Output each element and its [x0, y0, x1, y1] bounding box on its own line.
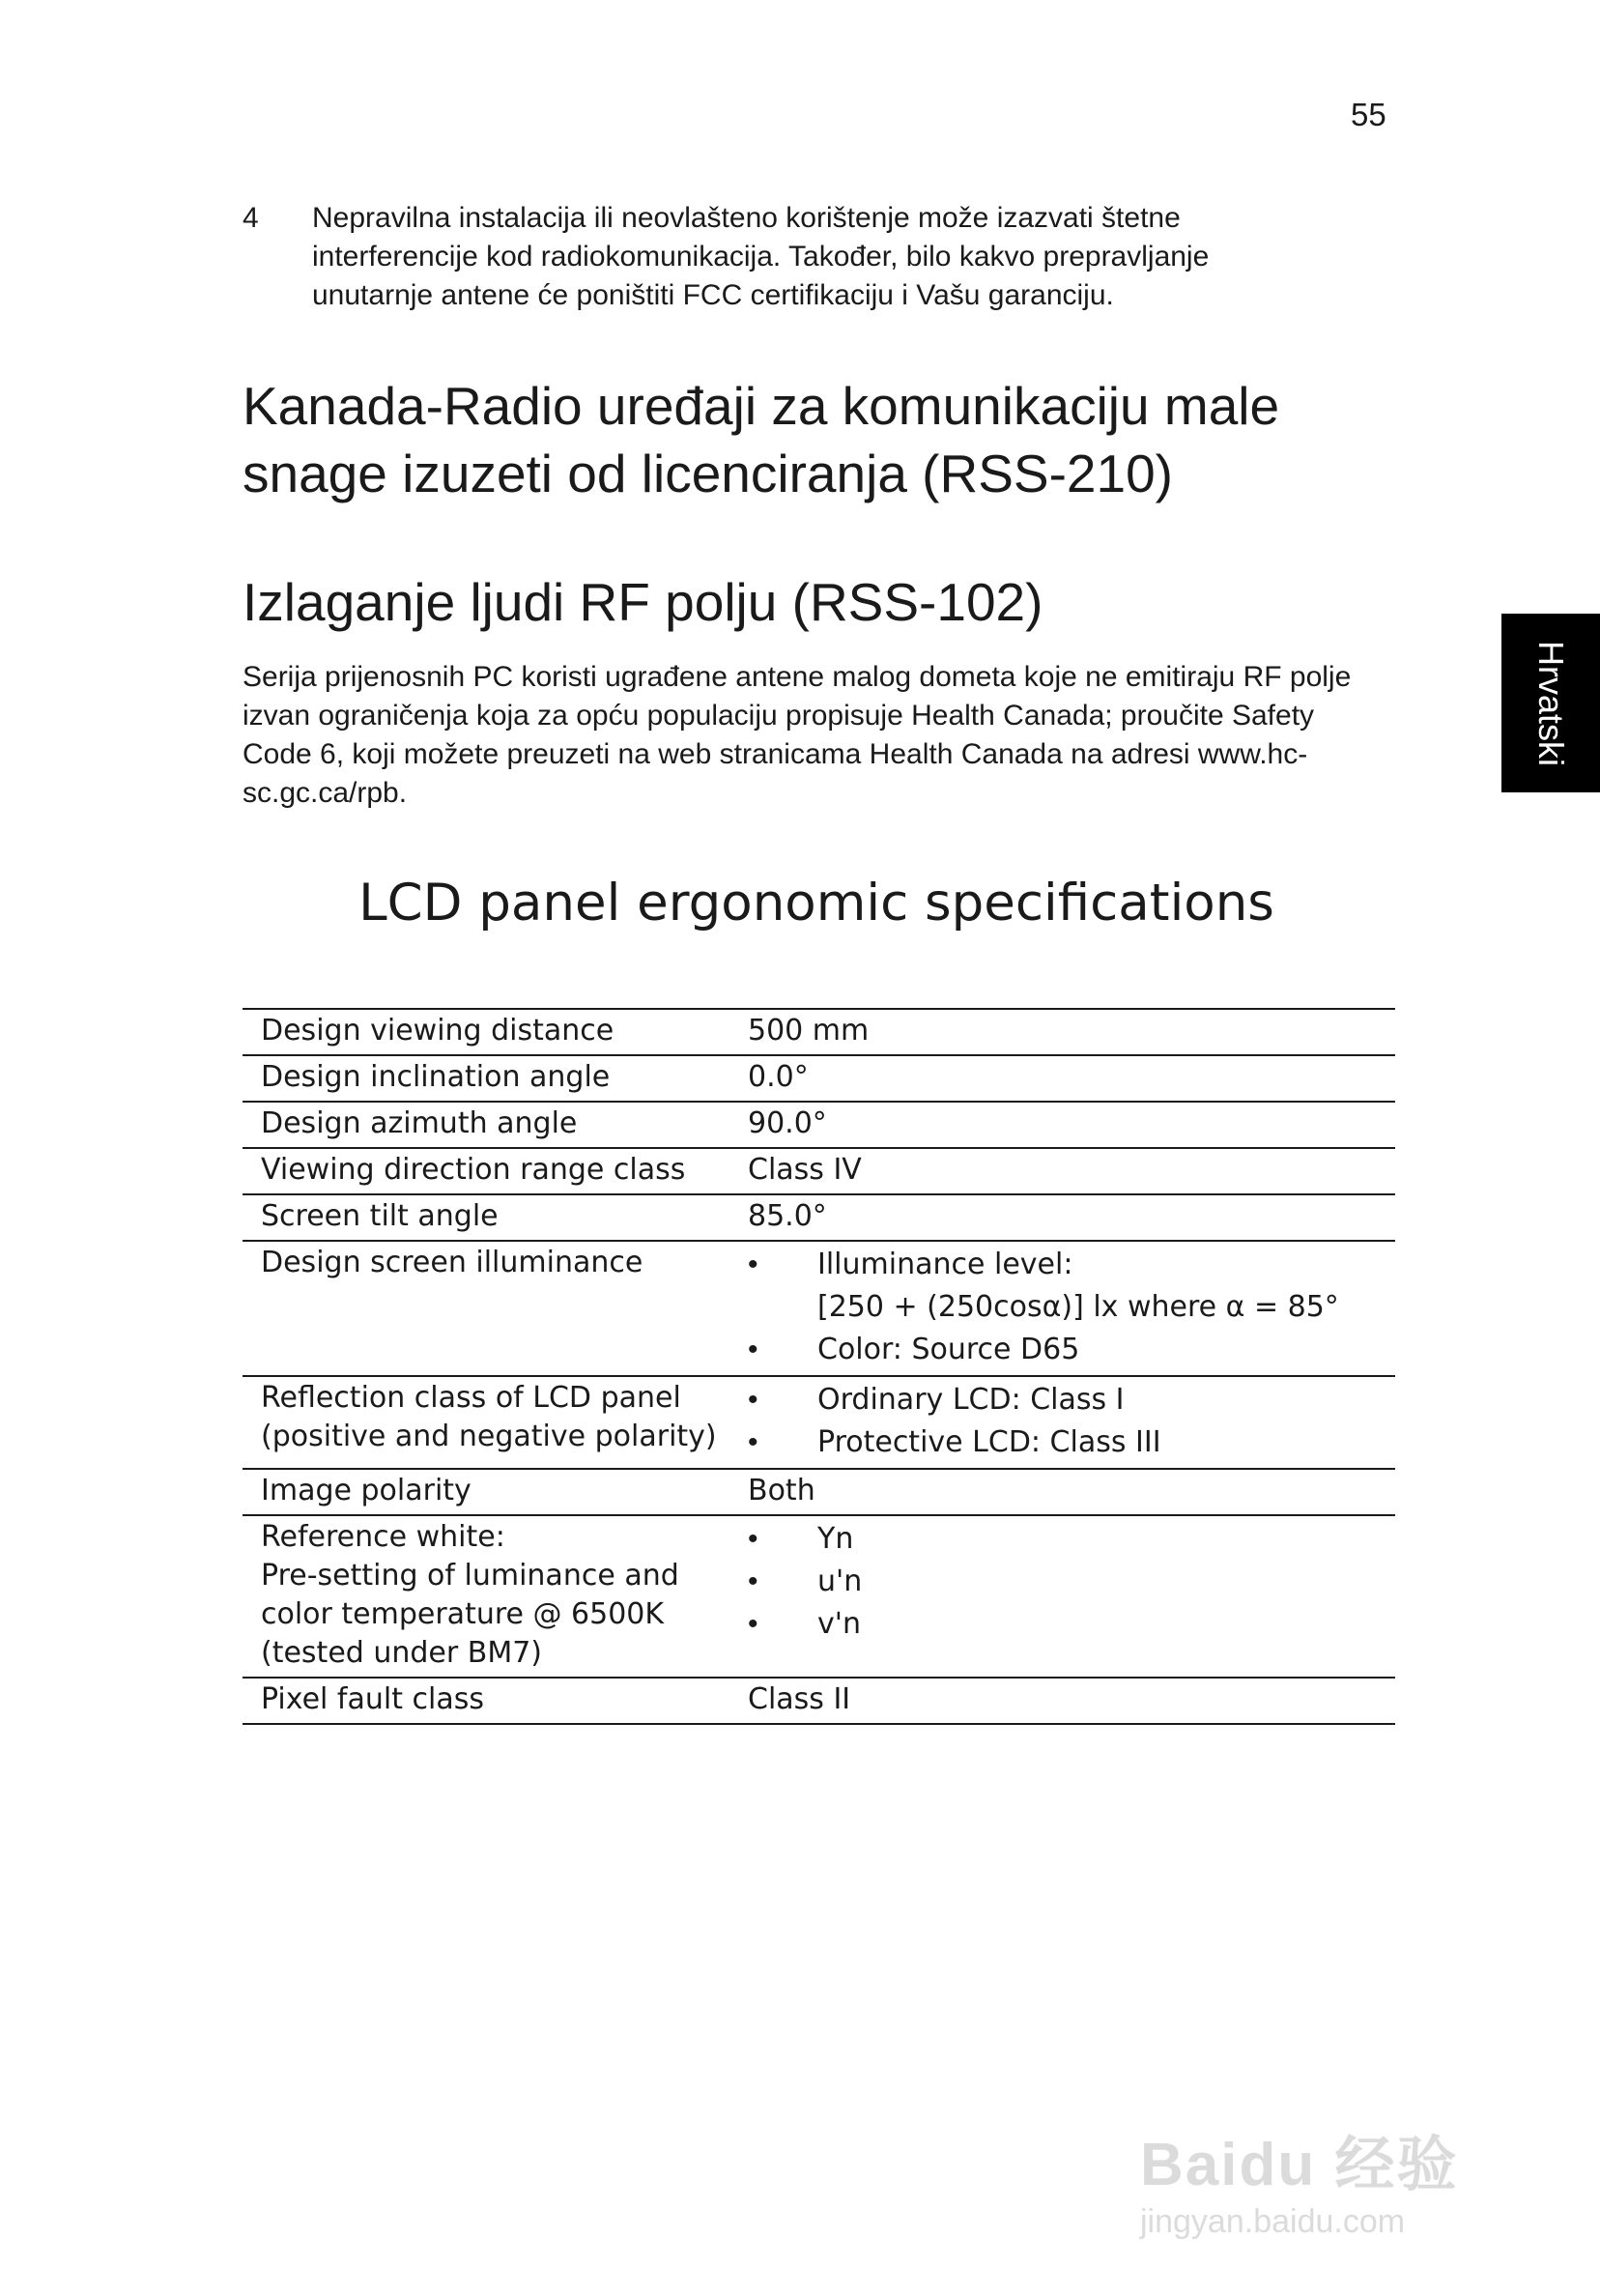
spec-parameter-line: (positive and negative polarity) [261, 1420, 717, 1453]
lcd-spec-table [243, 1008, 1395, 1725]
spec-value [748, 1376, 1395, 1469]
bullet-icon: • [748, 1384, 758, 1416]
spec-parameter [243, 1009, 748, 1055]
spec-row [243, 1515, 1395, 1678]
footnote-number: 4 [243, 202, 259, 234]
spec-row [243, 1469, 1395, 1515]
spec-parameter [243, 1678, 748, 1724]
spec-parameter-line: Image polarity [261, 1474, 471, 1507]
rf-exposure-paragraph: Serija prijenosnih PC koristi ugrađene antene malog dometa koje ne emitiraju RF polje izvan ograničenja koja za opću populaciju propisuje Health Canada; proučite Safety Code 6, koji možete preuzeti na web stranicama Health Canada na adresi www.hc-sc.gc.ca/rpb. [243, 661, 1352, 809]
language-tab-label: Hrvatski [1531, 640, 1572, 766]
spec-table-title: LCD panel ergonomic specifications [358, 874, 1274, 933]
footnote-text: Nepravilna instalacija ili neovlašteno korištenje može izazvati štetne interferencije kod radiokomunikacija. Također, bilo kakvo prepravljanje unutarnje antene će poništiti FCC certifikaciju i Vašu garanciju. [312, 202, 1210, 311]
spec-parameter [243, 1515, 748, 1678]
bullet-icon: • [748, 1426, 758, 1458]
spec-parameter-line: Design viewing distance [261, 1014, 614, 1048]
spec-row [243, 1148, 1395, 1194]
spec-parameter-line: Design screen illuminance [261, 1246, 643, 1279]
spec-row [243, 1055, 1395, 1102]
section-heading-rss-102: Izlaganje ljudi RF polju (RSS-102) [243, 572, 1043, 632]
spec-value: Class II [748, 1678, 1395, 1724]
spec-row [243, 1102, 1395, 1148]
spec-value: 85.0° [748, 1194, 1395, 1241]
spec-parameter [243, 1148, 748, 1194]
spec-value [748, 1515, 1395, 1678]
spec-parameter-line: Pre-setting of luminance and [261, 1559, 679, 1593]
spec-value: 90.0° [748, 1102, 1395, 1148]
spec-value-bullet-item [748, 1329, 1395, 1371]
spec-value-bullet-item [748, 1244, 1395, 1329]
spec-parameter [243, 1376, 748, 1469]
spec-value-line: Illuminance level: [817, 1248, 1073, 1281]
section-heading-rss-210: Kanada-Radio uređaji za komunikaciju male snage izuzeti od licenciranja (RSS-210) [243, 376, 1280, 503]
spec-parameter [243, 1241, 748, 1376]
spec-value-bullet-item [748, 1561, 1395, 1603]
spec-row [243, 1194, 1395, 1241]
watermark-url: jingyan.baidu.com [1140, 2203, 1406, 2240]
spec-parameter-line: Screen tilt angle [261, 1199, 499, 1233]
spec-value-line: Color: Source D65 [817, 1333, 1080, 1366]
spec-value-line: [250 + (250cosα)] lx where α = 85° [817, 1290, 1339, 1324]
bullet-icon: • [748, 1565, 758, 1597]
spec-parameter-line: color temperature @ 6500K [261, 1597, 665, 1631]
spec-value-bullet-item [748, 1421, 1395, 1464]
bullet-icon: • [748, 1334, 758, 1365]
spec-parameter-line: Design inclination angle [261, 1060, 611, 1094]
spec-row [243, 1241, 1395, 1376]
language-tab [1501, 614, 1600, 792]
bullet-icon: • [748, 1608, 758, 1640]
spec-value-list [748, 1244, 1395, 1371]
spec-value-bullet-item [748, 1518, 1395, 1561]
spec-value-line: Ordinary LCD: Class I [817, 1383, 1125, 1417]
spec-parameter [243, 1469, 748, 1515]
spec-value-bullet-item [748, 1603, 1395, 1646]
spec-value-list [748, 1518, 1395, 1646]
baidu-watermark [1140, 2058, 1507, 2252]
spec-row [243, 1376, 1395, 1469]
spec-value-bullet-item [748, 1379, 1395, 1421]
spec-value-line: u'n [817, 1564, 863, 1598]
spec-parameter-line: (tested under BM7) [261, 1636, 543, 1670]
spec-value-line: Protective LCD: Class III [817, 1425, 1161, 1459]
spec-parameter-line: Reflection class of LCD panel [261, 1381, 681, 1415]
spec-parameter-line: Reference white: [261, 1520, 505, 1554]
spec-row [243, 1678, 1395, 1724]
watermark-logo: Baidu 经验 [1140, 2132, 1459, 2198]
bullet-icon: • [748, 1248, 758, 1280]
spec-parameter [243, 1194, 748, 1241]
footnote [243, 199, 1334, 315]
spec-value: 500 mm [748, 1009, 1395, 1055]
bullet-icon: • [748, 1523, 758, 1555]
spec-value-line: v'n [817, 1607, 862, 1641]
spec-parameter [243, 1102, 748, 1148]
spec-value-line: Yn [817, 1522, 854, 1556]
page-number: 55 [1351, 97, 1386, 132]
spec-parameter-line: Design azimuth angle [261, 1106, 578, 1140]
spec-value: Class IV [748, 1148, 1395, 1194]
spec-table-body [243, 1009, 1395, 1724]
spec-parameter [243, 1055, 748, 1102]
spec-row [243, 1009, 1395, 1055]
spec-parameter-line: Pixel fault class [261, 1682, 484, 1716]
spec-value: Both [748, 1469, 1395, 1515]
spec-value: 0.0° [748, 1055, 1395, 1102]
spec-parameter-line: Viewing direction range class [261, 1153, 686, 1187]
spec-value [748, 1241, 1395, 1376]
spec-value-list [748, 1379, 1395, 1464]
